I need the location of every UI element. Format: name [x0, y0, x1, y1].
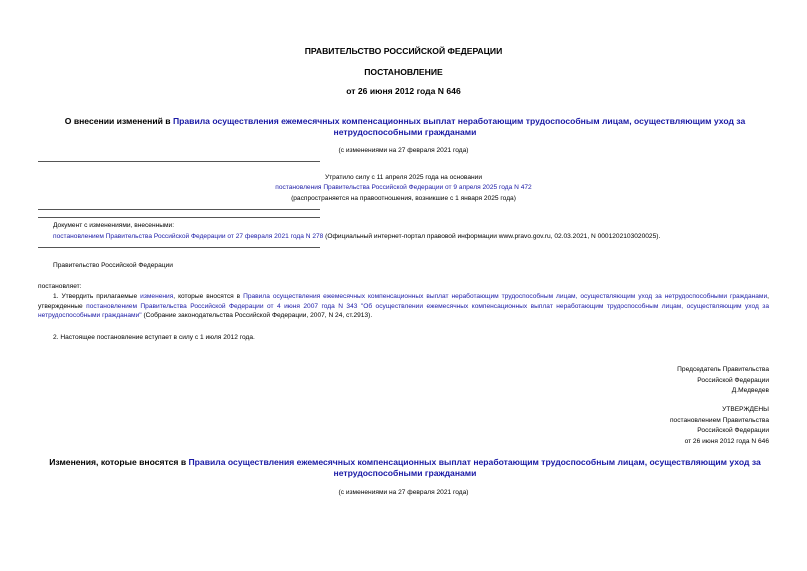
amendments-label: Документ с изменениями, внесенными: [53, 222, 175, 229]
approval-line: постановлением Правительства [669, 416, 769, 424]
void-notice-line: Утратило силу с 11 апреля 2025 года на основании [324, 174, 483, 181]
amendment-decree-link[interactable]: постановлением Правительства Российской Федерации от 27 февраля 2021 года N 278 [53, 233, 324, 240]
doc-date-number: от 26 июня 2012 года N 646 [346, 86, 461, 96]
annex-rules-link[interactable]: Правила осуществления ежемесячных компенсационных выплат неработающим трудоспособным лицам, осуществляющим уход за нетрудоспособными гражданами [188, 457, 761, 478]
divider [38, 209, 320, 210]
divider [38, 161, 320, 162]
annex-title-prefix: Изменения, которые вносятся в [49, 457, 189, 467]
revision-note: (с изменениями на 27 февраля 2021 года) [338, 147, 469, 154]
approval-block [670, 405, 769, 447]
signature-name: Д.Медведев [731, 387, 769, 394]
p1-text-1: 1. Утвердить прилагаемые [53, 293, 141, 300]
amendments-reference [53, 233, 773, 240]
document-title-prefix: О внесении изменений в [64, 116, 173, 126]
signature-position: Председатель Правительства [677, 366, 769, 373]
signature-country: Российской Федерации [697, 376, 769, 384]
annex-revision-note: (с изменениями на 27 февраля 2021 года) [338, 489, 469, 496]
decree-343-link[interactable]: постановлением Правительства Российской Федерации от 4 июня 2007 года N 343 "Об осуществлении ежемесячных компенсационных выплат неработающим трудоспособным лицам, осуществляющим уход за нетрудоспособными гражданами" [38, 302, 769, 320]
rules-link[interactable]: Правила осуществления ежемесячных компенсационных выплат неработающим трудоспособным лицам, осуществляющим уход за нетрудоспособными гражданами [172, 116, 746, 137]
signature-block [677, 365, 769, 397]
approval-date: от 26 июня 2012 года N 646 [684, 437, 769, 445]
issuer-text: Правительство Российской Федерации [53, 262, 173, 269]
annex-title [30, 457, 780, 479]
p1-text-3: , утвержденные [38, 293, 769, 310]
void-decree-link[interactable]: постановления Правительства Российской Федерации от 9 апреля 2025 года N 472 [275, 184, 532, 191]
org-heading: ПРАВИТЕЛЬСТВО РОССИЙСКОЙ ФЕДЕРАЦИИ [304, 46, 503, 56]
rules-link-body[interactable]: Правила осуществления ежемесячных компенсационных выплат неработающим трудоспособным лицам, осуществляющим уход за нетрудоспособными гражданами [243, 293, 768, 300]
changes-link[interactable]: изменения [140, 293, 174, 300]
approval-status: УТВЕРЖДЕНЫ [722, 406, 769, 413]
paragraph-2: 2. Настоящее постановление вступает в силу с 1 июля 2012 года. [53, 334, 255, 341]
divider [38, 247, 320, 248]
approval-country: Российской Федерации [697, 427, 769, 434]
void-notice-scope: (распространяется на правоотношения, возникшие с 1 января 2025 года) [291, 195, 516, 202]
paragraph-1 [38, 292, 769, 321]
p1-text-2: , которые вносятся в [173, 293, 244, 300]
divider [38, 217, 320, 218]
p1-text-4: (Собрание законодательства Российской Федерации, 2007, N 24, ст.2913). [141, 312, 373, 320]
doc-type-heading: ПОСТАНОВЛЕНИЕ [364, 67, 443, 77]
document-title [50, 116, 760, 138]
amendment-source: (Официальный интернет-портал правовой информации www.pravo.gov.ru, 02.03.2021, N 0001202103020025). [323, 233, 661, 240]
decrees-text: постановляет: [38, 283, 82, 290]
